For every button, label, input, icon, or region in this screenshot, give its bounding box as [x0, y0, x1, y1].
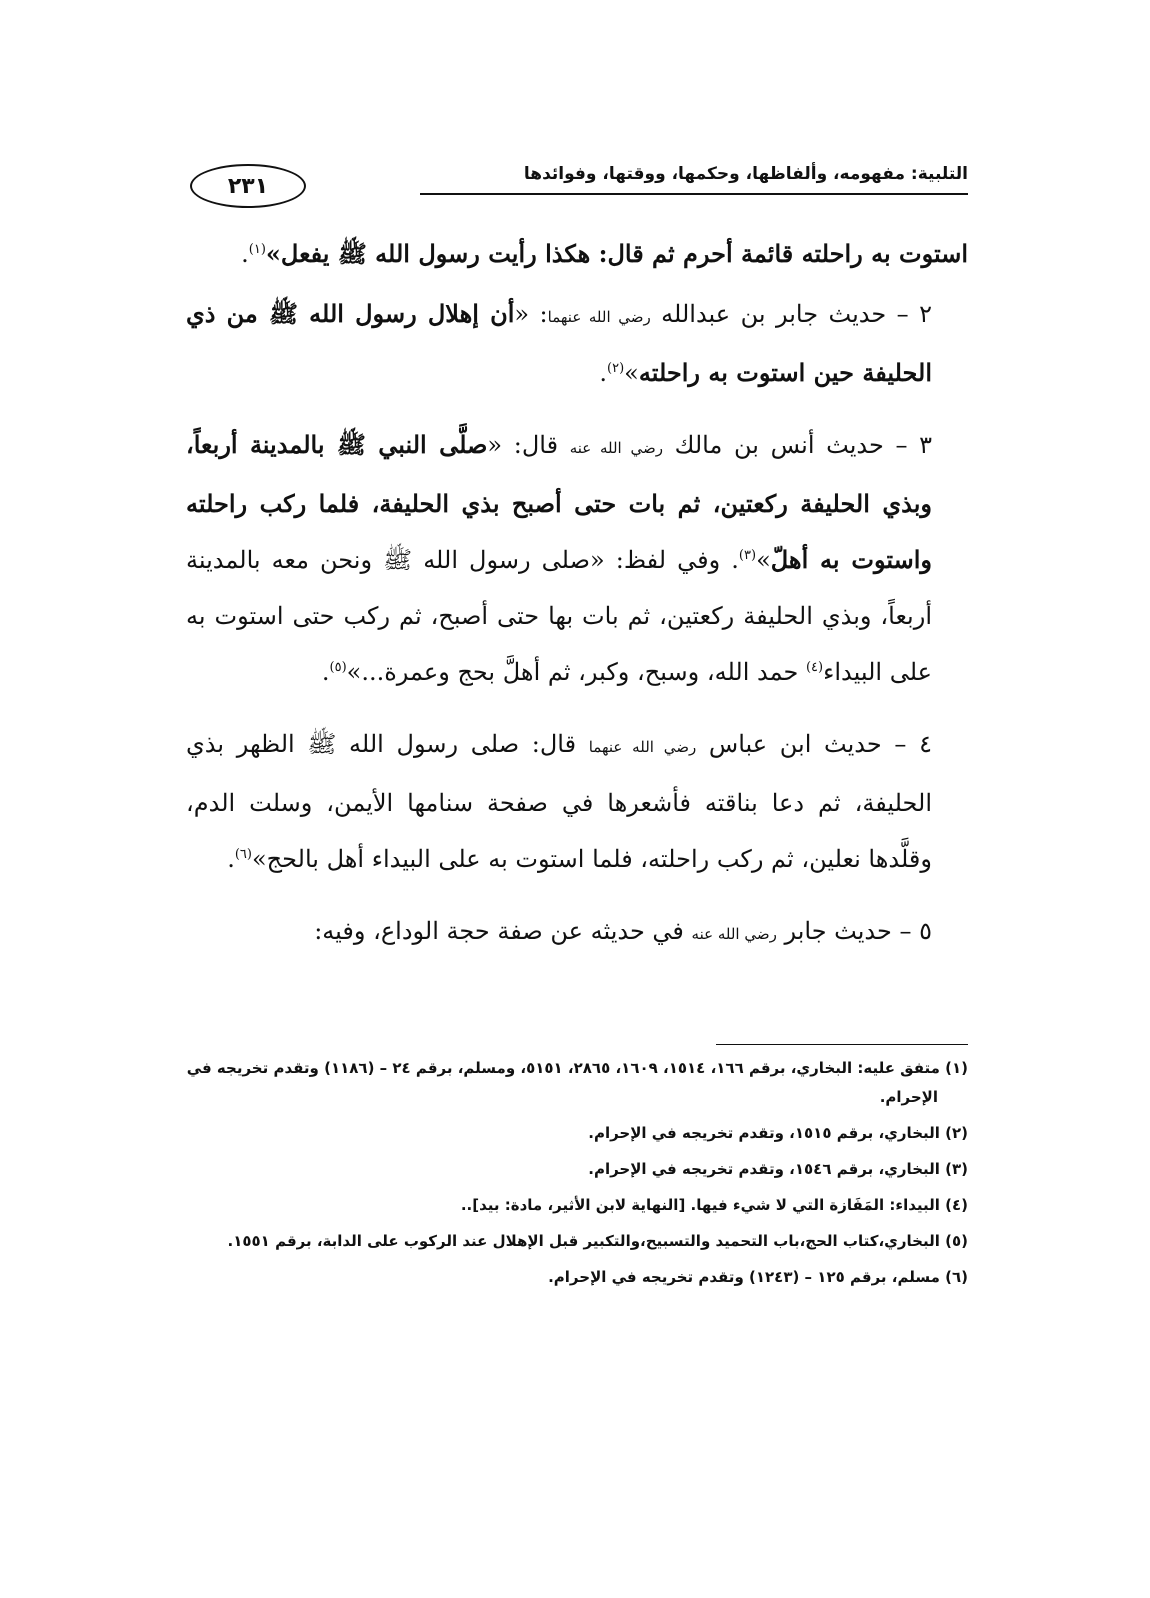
page-number: ٢٣١: [190, 164, 306, 208]
p3-mid2: . وفي لفظ: «صلى رسول الله ﷺ ونحن معه بالمدينة أربعاً، وبذي الحليفة ركعتين، ثم بات بها حتى أصبح، ثم ركب حتى استوت به على البيداء: [186, 546, 932, 686]
p2-quote: أن إهلال رسول الله ﷺ من ذي الحليفة حين استوت به راحلته: [186, 299, 932, 387]
footnote-ref-3: (٣): [738, 548, 757, 563]
p3-honorific: رضي الله عنه: [569, 439, 663, 457]
footnote-ref-2: (٢): [607, 361, 625, 376]
p2-mid: : «: [514, 300, 548, 328]
p1-text: استوت به راحلته قائمة أحرم ثم قال: هكذا رأيت رسول الله ﷺ يفعل»: [265, 239, 968, 268]
footnote-4: (٤) البيداء: المَفَازة التي لا شيء فيها. [النهاية لابن الأثير، مادة: بيد]..: [460, 1196, 968, 1214]
footnote-ref-5: (٥): [329, 660, 347, 675]
p5-honorific: رضي الله عنه: [691, 925, 777, 943]
p3-close: »: [756, 546, 771, 574]
footnotes: [186, 1054, 968, 1299]
footnote-2: (٢) البخاري، برقم ١٥١٥، وتقدم تخريجه في الإحرام.: [588, 1124, 968, 1142]
footnote-5: (٥) البخاري،كتاب الحج،باب التحميد والتسبيح،والتكبير قبل الإهلال عند الركوب على الدابة، برقم ١٥٥١.: [227, 1232, 968, 1250]
footnote-ref-1: (١): [248, 242, 266, 257]
p5-rest: في حديثه عن صفة حجة الوداع، وفيه:: [314, 917, 692, 945]
p3-quote: صلَّى النبي ﷺ بالمدينة أربعاً، وبذي الحليفة ركعتين، ثم بات حتى أصبح بذي الحليفة، فلما ركب راحلته واستوت به أهلّ: [186, 430, 933, 574]
p5-lead: ٥ – حديث جابر: [776, 917, 932, 945]
footnote-3: (٣) البخاري، برقم ١٥٤٦، وتقدم تخريجه في الإحرام.: [588, 1160, 968, 1178]
paragraph-1: [186, 226, 968, 282]
footnote-1: (١) متفق عليه: البخاري، برقم ١٦٦، ١٥١٤، ١٦٠٩، ٢٨٦٥، ٥١٥١، ومسلم، برقم ٢٤ – (١١٨٦) وتقدم تخريجه في الإحرام.: [186, 1059, 968, 1106]
main-text: [186, 226, 968, 978]
header-title: التلبية: مفهومه، وألفاظها، وحكمها، ووقتها، وفوائدها: [523, 164, 968, 184]
p3-mid3: حمد الله، وسبح، وكبر، ثم أهلَّ بحج وعمرة...»: [346, 658, 806, 686]
p3-lead: ٣ – حديث أنس بن مالك: [663, 431, 933, 459]
p3-end: .: [321, 658, 330, 686]
p4-rest: قال: صلى رسول الله ﷺ الظهر بذي الحليفة، ثم دعا بناقته فأشعرها في صفحة سنامها الأيمن، وسلت الدم، وقلَّدها نعلين، ثم ركب راحلته، فلما استوت به على البيداء أهل بالحج»: [186, 730, 932, 873]
p2-lead: ٢ – حديث جابر بن عبدالله: [650, 300, 932, 328]
paragraph-5: [186, 903, 968, 962]
paragraph-4: [186, 716, 968, 887]
paragraph-3: [186, 417, 968, 700]
footnote-6: (٦) مسلم، برقم ١٢٥ – (١٢٤٣) وتقدم تخريجه في الإحرام.: [548, 1268, 968, 1286]
p4-honorific: رضي الله عنهما: [588, 738, 697, 756]
header-rule: [420, 193, 968, 195]
paragraph-2: [186, 286, 968, 401]
running-header: [182, 160, 968, 212]
footnote-ref-6: (٦): [234, 847, 252, 862]
p1-end: .: [241, 240, 249, 268]
p3-mid: قال: «: [487, 431, 570, 459]
footnote-ref-4: (٤): [805, 660, 824, 675]
p4-lead: ٤ – حديث ابن عباس: [696, 730, 932, 758]
p2-end: .: [599, 359, 608, 387]
p2-honorific: رضي الله عنهما: [547, 308, 651, 326]
p4-end: .: [227, 845, 235, 873]
p2-close: »: [624, 359, 639, 387]
footnote-separator: [716, 1044, 968, 1045]
